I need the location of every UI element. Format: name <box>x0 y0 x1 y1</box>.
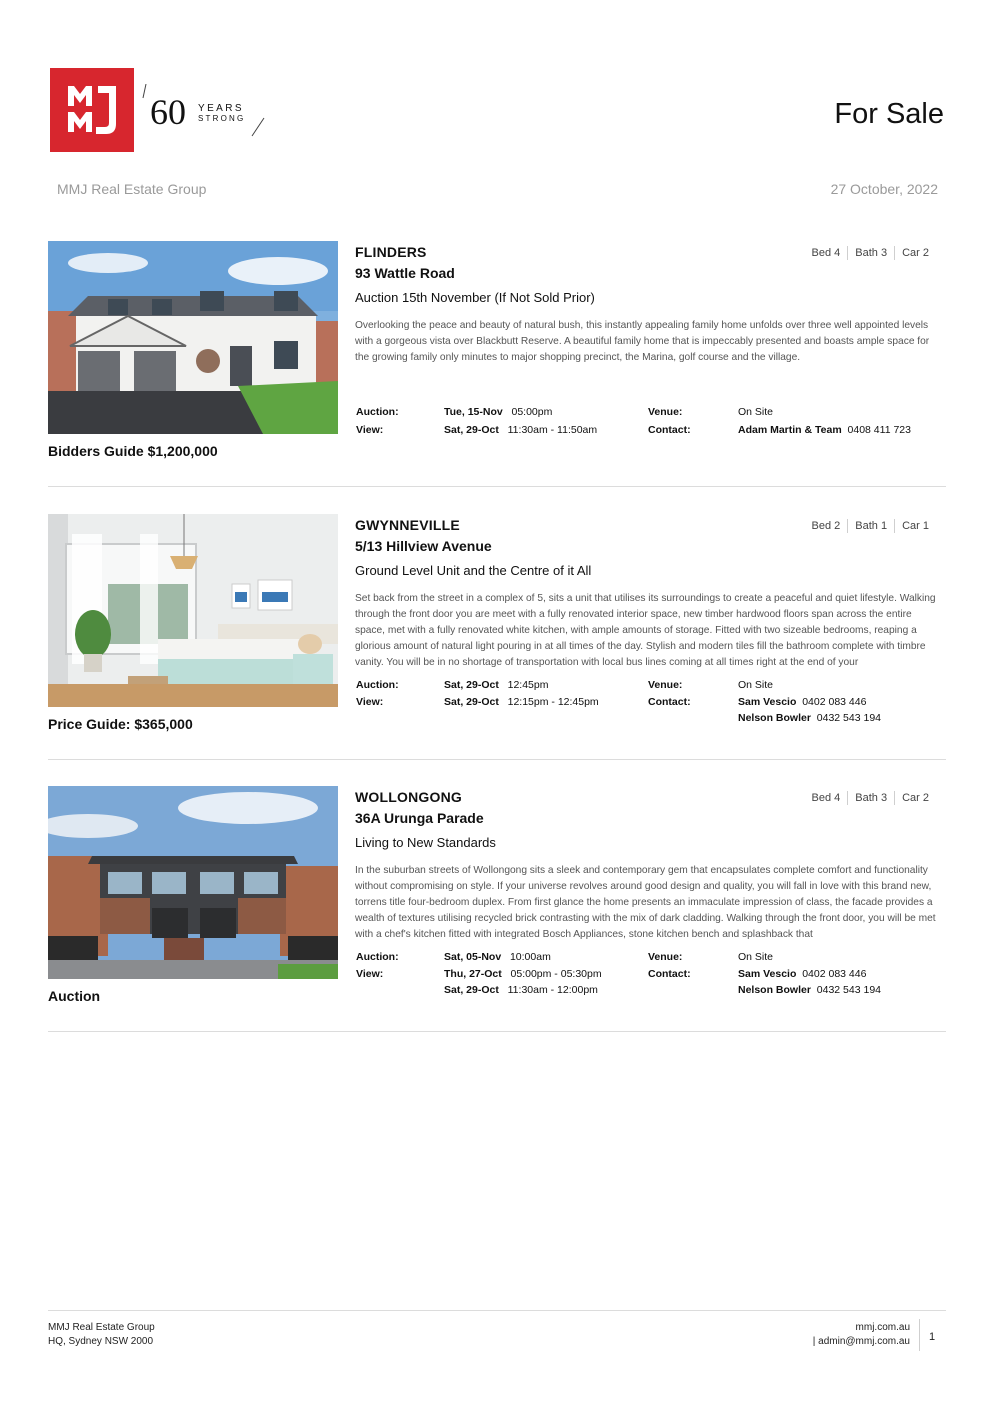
contact-agent[interactable]: Adam Martin & Team 0408 411 723 <box>738 424 911 436</box>
listing-address[interactable]: 93 Wattle Road <box>355 265 455 281</box>
bath-count: Bath 3 <box>847 791 894 805</box>
listing-description: Set back from the street in a complex of 5, sits a unit that utilises its surroundings to create a peaceful and quiet lifestyle. Walking through the front door you are meet with a fully renovated interior space, new timber hardwood floors span across the entire space, met with a fully renovated white kitchen, with ample amounts of storage. Fitted with two sizeable bedrooms, reaping a glorious amount of natural light pouring in at all times of the day. Stylish and modern tiles fill the bathroom complete with timbre vanity. You will be in no shortage of transportation with local bus lines coming at all times right at the end of your <box>355 593 936 668</box>
listing-suburb: WOLLONGONG <box>355 789 462 805</box>
page-number: 1 <box>929 1331 936 1343</box>
listing-card <box>48 786 946 1032</box>
bath-count: Bath 1 <box>847 519 894 533</box>
venue-value: On Site <box>738 406 774 418</box>
listing-features <box>805 519 936 533</box>
venue-label: Venue: <box>648 951 683 963</box>
listing-card <box>48 241 946 487</box>
listing-description: In the suburban streets of Wollongong sits a sleek and contemporary gem that encapsulates complete comfort and functionality without compromising on style. If your universe revolves around good design and quality, you will fall in love with this brand new, torrens title four-bedroom duplex. From first glance the home presents an immaculate impression of class, the facade provides a wealth of textures utilising recycled brick contrasting with the mix of dark cladding. Walking through the front door, you will be met with a chef's kitchen fitted with integrated Bosch Appliances, stone kitchen bench and splashback that <box>355 865 936 940</box>
bed-count: Bed 2 <box>811 520 841 532</box>
listing-photo[interactable] <box>48 241 338 434</box>
contact-label: Contact: <box>648 696 691 708</box>
car-count: Car 2 <box>894 791 936 805</box>
footer-website-link[interactable]: mmj.com.au <box>855 1322 910 1333</box>
view-datetime: Thu, 27-Oct 05:00pm - 05:30pm <box>444 968 602 980</box>
listing-suburb: FLINDERS <box>355 244 427 260</box>
page-title: For Sale <box>834 98 944 130</box>
view-datetime: Sat, 29-Oct 12:15pm - 12:45pm <box>444 696 599 708</box>
view-label: View: <box>356 696 384 708</box>
listing-description: Overlooking the peace and beauty of natural bush, this instantly appealing family home unfolds over three well appointed levels with a gorgeous vista over Blackbutt Reserve. A beautiful family home that is impeccably presented and boasts ample space for the growing family only minutes to major shopping precinct, the Marina, golf course and the village. <box>355 320 930 363</box>
footer-divider <box>48 1310 946 1311</box>
listing-headline: Ground Level Unit and the Centre of it All <box>355 563 592 578</box>
view-label: View: <box>356 968 384 980</box>
price-guide: Bidders Guide $1,200,000 <box>48 443 218 459</box>
years-line2: STRONG <box>198 114 246 123</box>
contact-agent[interactable]: Sam Vescio 0402 083 446 <box>738 696 867 708</box>
auction-label: Auction: <box>356 406 399 418</box>
bed-count: Bed 4 <box>811 247 841 259</box>
years-number: 60 <box>150 92 186 132</box>
listing-features <box>805 791 936 805</box>
footer-page-divider <box>919 1319 920 1351</box>
years-line1: YEARS <box>198 103 244 114</box>
venue-value: On Site <box>738 951 774 963</box>
bath-count: Bath 3 <box>847 246 894 260</box>
contact-agent[interactable]: Nelson Bowler 0432 543 194 <box>738 984 882 996</box>
contact-label: Contact: <box>648 424 691 436</box>
contact-agent[interactable]: Sam Vescio 0402 083 446 <box>738 968 867 980</box>
listing-photo[interactable] <box>48 786 338 979</box>
view-datetime: Sat, 29-Oct 11:30am - 11:50am <box>444 424 598 436</box>
footer-company: MMJ Real Estate Group <box>48 1322 155 1333</box>
sixty-years-badge <box>142 84 268 138</box>
contact-agent[interactable]: Nelson Bowler 0432 543 194 <box>738 712 882 724</box>
mmj-logo <box>50 68 134 152</box>
car-count: Car 2 <box>894 246 936 260</box>
listing-features <box>805 246 936 260</box>
venue-label: Venue: <box>648 406 683 418</box>
footer-email-link[interactable]: | admin@mmj.com.au <box>812 1336 910 1347</box>
venue-value: On Site <box>738 679 774 691</box>
footer-location: HQ, Sydney NSW 2000 <box>48 1336 154 1347</box>
listing-card <box>48 514 946 760</box>
auction-datetime: Sat, 05-Nov 10:00am <box>444 951 551 963</box>
mmj-monogram-icon <box>50 68 134 152</box>
venue-label: Venue: <box>648 679 683 691</box>
contact-label: Contact: <box>648 968 691 980</box>
document-date: 27 October, 2022 <box>830 181 938 197</box>
price-guide: Auction <box>48 988 101 1004</box>
price-guide: Price Guide: $365,000 <box>48 716 193 732</box>
bed-count: Bed 4 <box>811 792 841 804</box>
listing-address[interactable]: 5/13 Hillview Avenue <box>355 538 492 554</box>
listing-address[interactable]: 36A Urunga Parade <box>355 810 484 826</box>
listing-suburb: GWYNNEVILLE <box>355 517 460 533</box>
view-datetime: Sat, 29-Oct 11:30am - 12:00pm <box>444 984 598 996</box>
car-count: Car 1 <box>894 519 936 533</box>
view-label: View: <box>356 424 384 436</box>
listing-photo[interactable] <box>48 514 338 707</box>
listing-headline: Living to New Standards <box>355 835 496 850</box>
auction-label: Auction: <box>356 679 399 691</box>
auction-datetime: Tue, 15-Nov 05:00pm <box>444 406 553 418</box>
auction-label: Auction: <box>356 951 399 963</box>
auction-datetime: Sat, 29-Oct 12:45pm <box>444 679 549 691</box>
listing-headline: Auction 15th November (If Not Sold Prior) <box>355 290 595 305</box>
agency-name: MMJ Real Estate Group <box>57 181 207 197</box>
